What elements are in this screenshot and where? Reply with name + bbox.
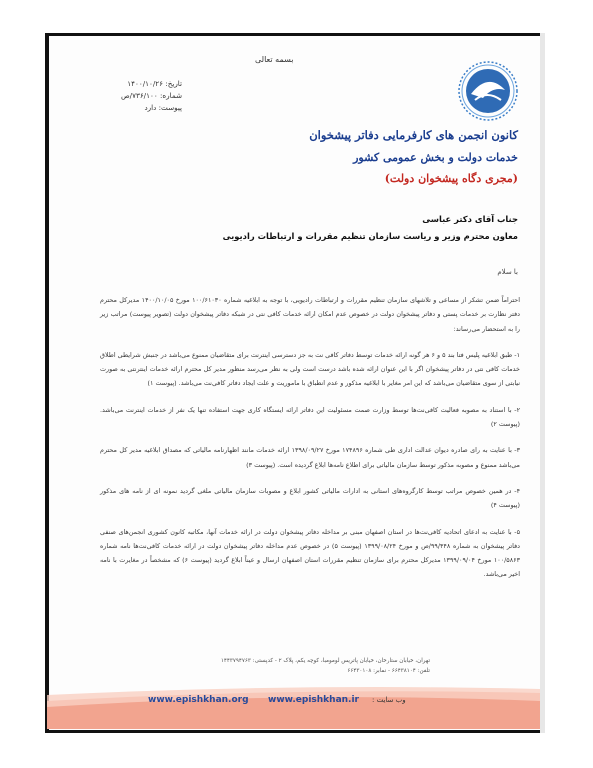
org-line-2: خدمات دولت و بخش عمومی کشور — [353, 151, 518, 164]
bismillah-heading: بسمه تعالی — [255, 55, 294, 64]
org-line-3: (مجری دگاه پیشخوان دولت) — [384, 172, 518, 185]
letter-attachment: پیوست: دارد — [144, 103, 182, 112]
paragraph-1: ۱- طبق ابلاغیه پلیس فتا بند ۵ و ۶ هر گونه ارائه خدمات توسط دفاتر کافی نت به جز دسترسی اینترنت برای متقاضیان ممنوع می‌باشد در جنبش شرایطی اطلاق خدمات کافی نتی در دفاتر پیشخوان اگر با این عنوان ارائه شده باشد درست است ولی به نظر می‌رسد منظور مدیر کل محترم ارائه خدمات اینترنتی به صورت نیابتی از سوی متقاضیان می‌باشد که این امر مغایر با ابلاغیه مذکور و عدم انطباق با ماموریت و علت ایجاد دفاتر کافی‌نت می‌باشد. (پیوست ۱) — [100, 350, 520, 388]
organization-logo — [457, 60, 519, 122]
organization-name — [309, 128, 518, 185]
letter-date: تاریخ: ۱۴۰۰/۱۰/۲۶ — [127, 79, 182, 88]
paragraph-5: ۵- با عنایت به ادعای اتحادیه کافی‌نت‌ها در استان اصفهان مبنی بر مداخله دفاتر پیشخوان دولت در ارائه خدمات آنها، مکاتبه کانون کشوری انجمن‌های صنفی دفاتر پیشخوان به شماره ۹۹/۴۴۸/ص و مورخ ۱۳۹۹/۰۸/۲۴ (پیوست ۵) در خصوص عدم مداخله دفاتر پیشخوان دولت در ارائه خدمات کافی‌نت‌ها نامه شماره ۱۰۰/۵۸۶۳ مورخ ۱۳۹۹/۰۹/۰۴ مدیرکل محترم برای سازمان تنظیم مقررات استان اصفهان ارسال و عیناً ابلاغ گردید (پیوست ۶) که مشخصاً در مغایرت با نامه اخیر می‌باشد. — [100, 527, 521, 579]
org-line-1: کانون انجمن های کارفرمایی دفاتر پیشخوان — [309, 128, 518, 142]
page-edge — [540, 33, 545, 733]
paragraph-2: ۲- با استناد به مصوبه فعالیت کافی‌نت‌ها توسط وزارت صمت مسئولیت این دفاتر ارائه ایستگاه کاری جهت استفاده تنها یک نفر از خدمات اینترنت می‌باشد. (پیوست ۲) — [100, 405, 520, 429]
address-block — [180, 656, 430, 676]
letter-body — [100, 293, 520, 594]
footer-decoration — [47, 687, 540, 729]
address-line: تهران، خیابان ستارخان، خیابان پاتریس لومومبا، کوچه یکم، پلاک ۲ - کدپستی: ۱۴۴۳۷۹۴۷۶۳ — [220, 658, 430, 664]
letter-number: شماره: ۷۳۶/۱۰۰/ص — [120, 91, 182, 100]
salutation: با سلام — [497, 268, 518, 276]
website-link-org[interactable]: www.epishkhan.org — [148, 695, 249, 705]
recipient-block — [223, 214, 518, 241]
website-link-ir[interactable]: www.epishkhan.ir — [268, 695, 359, 705]
letter-meta — [102, 78, 182, 114]
phone-line: تلفن: ۶۶۴۳۸۱۰۴ - نمابر: ۶۶۴۳۰۱۰۸ — [347, 668, 430, 674]
recipient-name: جناب آقای دکتر عباسی — [422, 214, 518, 224]
paragraph-intro: احتراماً ضمن تشکر از مساعی و تلاشهای سازمان تنظیم مقررات و ارتباطات رادیویی، با توجه به ابلاغیه شماره ۱۰۰/۶۱۰۳۰ مورخ ۱۴۰۰/۱۰/۰۵ مدیرکل محترم دفتر نظارت بر خدمات پستی و دفاتر پیشخوان دولت در خصوص عدم امکان ارائه خدمات کافی نتی در شبکه دفاتر پیشخوان دولت (تصویر پیوست) مراتب زیر را به استحضار می‌رساند: — [100, 296, 520, 333]
website-label: وب سایت : — [372, 696, 406, 704]
paragraph-3: ۳- با عنایت به رای صادره دیوان عدالت اداری طی شماره ۱۷۴۸۹۶ مورخ ۱۳۹۸/۰۹/۲۷ ارائه خدمات مانند اظهارنامه مالیاتی که مصداق ابلاغیه مدیر کل محترم می‌باشد ممنوع و مصوبه مذکور توسط سازمان مالیاتی برای اطلاع نامه‌ها ابلاغ گردیده است. (پیوست ۳) — [100, 446, 521, 469]
recipient-title: معاون محترم وزیر و ریاست سازمان تنظیم مقررات و ارتباطات رادیویی — [222, 231, 518, 241]
paragraph-4: ۴- در همین خصوص مراتب توسط کارگروه‌های استانی به ادارات مالیاتی کشور ابلاغ و مصوبات سازمان مالیاتی ملغی گردید نمونه ای از نامه های مذکور (پیوست ۴) — [100, 486, 520, 510]
